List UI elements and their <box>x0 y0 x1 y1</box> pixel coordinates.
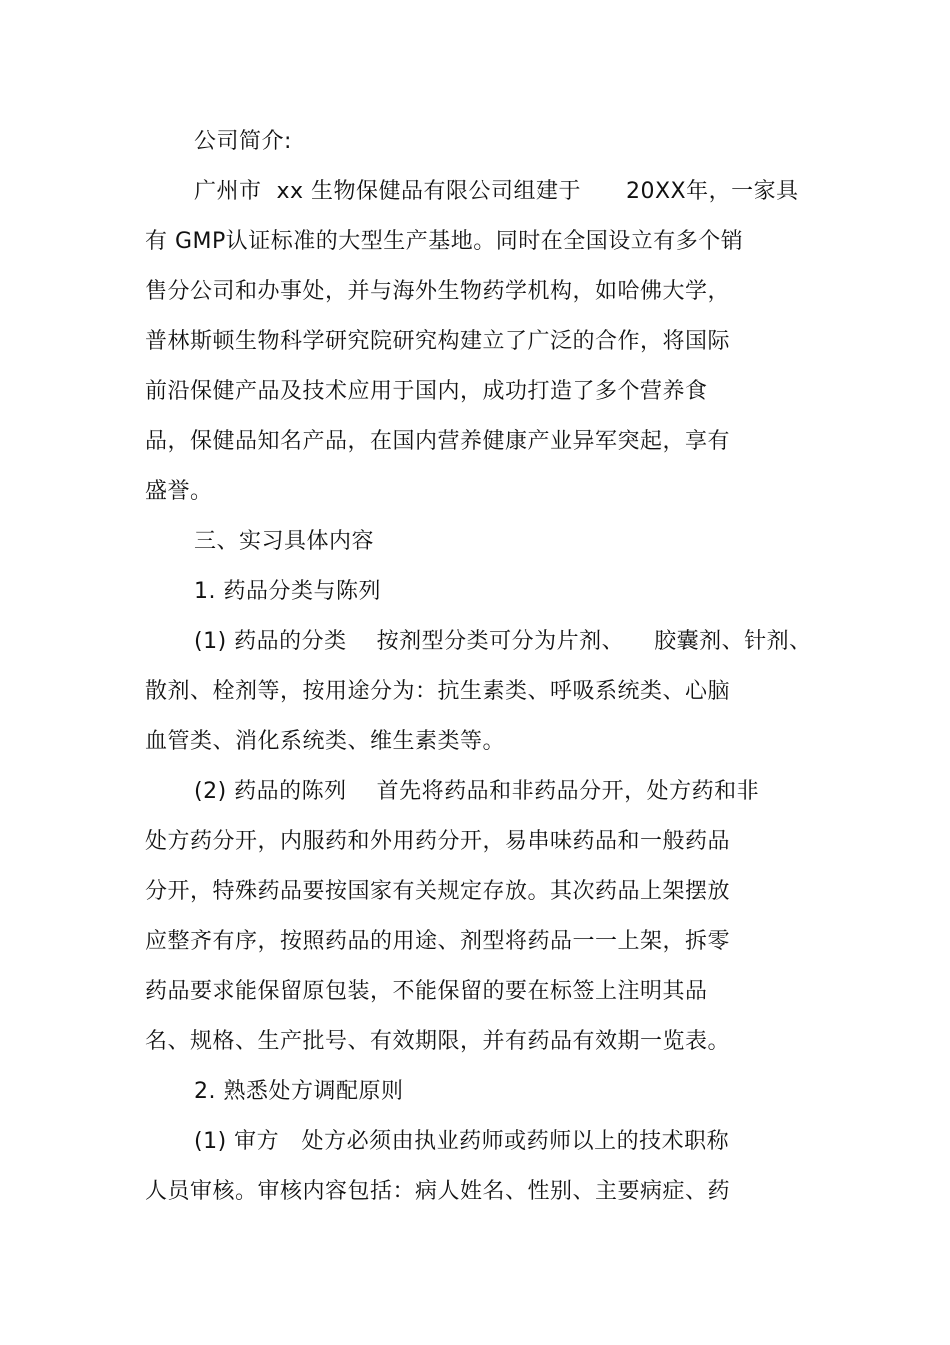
paragraph-line: 有 GMP认证标准的大型生产基地。同时在全国设立有多个销 <box>145 229 744 254</box>
paragraph-line: 处方药分开，内服药和外用药分开，易串味药品和一般药品 <box>145 829 731 854</box>
paragraph-line: 广州市 xx 生物保健品有限公司组建于 20XX年，一家具 <box>194 179 799 204</box>
paragraph-line: 盛誉。 <box>145 479 213 504</box>
paragraph-line: 散剂、栓剂等，按用途分为：抗生素类、呼吸系统类、心脑 <box>145 679 731 704</box>
section-heading-company-intro: 公司简介: <box>194 129 292 154</box>
subsection-heading: 1. 药品分类与陈列 <box>194 579 381 604</box>
paragraph-line: (2) 药品的陈列 首先将药品和非药品分开，处方药和非 <box>194 779 760 804</box>
paragraph-line: 名、规格、生产批号、有效期限，并有药品有效期一览表。 <box>145 1029 731 1054</box>
subsection-heading: 2. 熟悉处方调配原则 <box>194 1079 404 1104</box>
paragraph-line: 普林斯顿生物科学研究院研究构建立了广泛的合作，将国际 <box>145 329 731 354</box>
paragraph-line: 前沿保健产品及技术应用于国内，成功打造了多个营养食 <box>145 379 708 404</box>
paragraph-line: 品，保健品知名产品，在国内营养健康产业异军突起，享有 <box>145 429 731 454</box>
paragraph-line: 分开，特殊药品要按国家有关规定存放。其次药品上架摆放 <box>145 879 731 904</box>
paragraph-line: (1) 审方 处方必须由执业药师或药师以上的技术职称 <box>194 1129 730 1154</box>
paragraph-line: 血管类、消化系统类、维生素类等。 <box>145 729 506 754</box>
paragraph-line: 药品要求能保留原包装，不能保留的要在标签上注明其品 <box>145 979 708 1004</box>
paragraph-line: 售分公司和办事处，并与海外生物药学机构，如哈佛大学， <box>145 279 731 304</box>
paragraph-line: 应整齐有序，按照药品的用途、剂型将药品一一上架，拆零 <box>145 929 731 954</box>
section-heading: 三、实习具体内容 <box>194 529 375 554</box>
paragraph-line: 人员审核。审核内容包括：病人姓名、性别、主要病症、药 <box>145 1179 731 1204</box>
paragraph-line: (1) 药品的分类 按剂型分类可分为片剂、 胶囊剂、针剂、 <box>194 629 812 654</box>
